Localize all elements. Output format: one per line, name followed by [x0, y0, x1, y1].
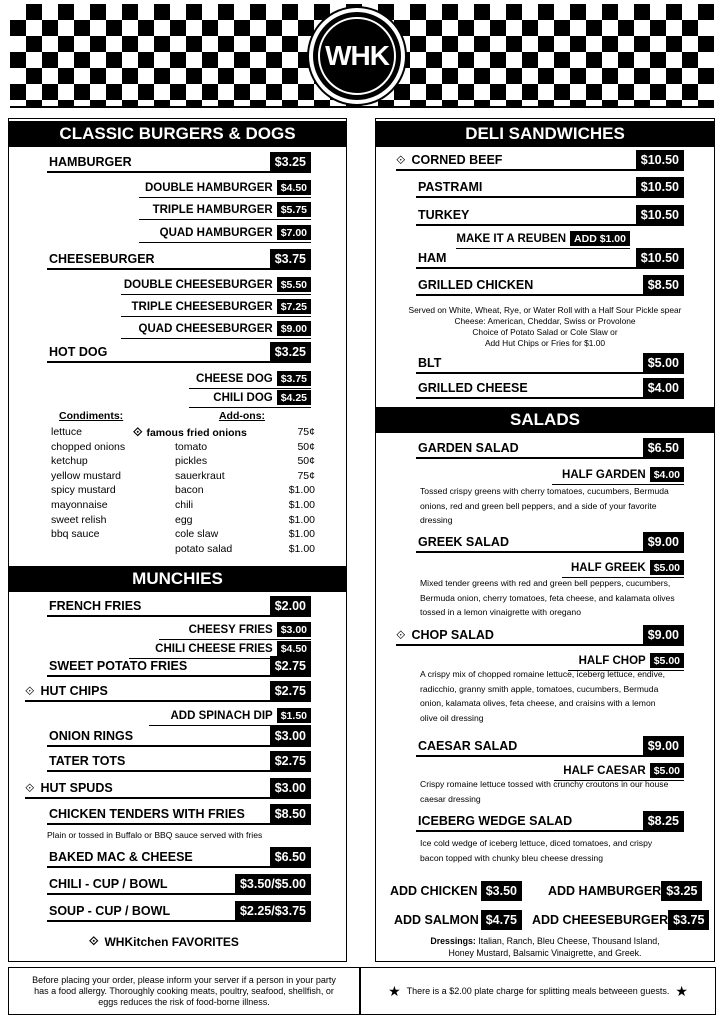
diamond-star-icon: ⟐ [396, 627, 406, 642]
price: $3.25 [270, 152, 311, 172]
menu-item-iceberg-wedge: ICEBERG WEDGE SALAD $8.25 [416, 812, 684, 832]
addons-heading: Add-ons: [218, 410, 266, 422]
addon-item: potato salad $1.00 [175, 542, 315, 555]
addon-item: bacon $1.00 [175, 484, 315, 497]
condiment-item: chopped onions [51, 440, 126, 453]
price: $9.00 [643, 532, 684, 552]
greek-description: Mixed tender greens with red and green bell peppers, cucumbers, Bermuda onion, cherry tomatoes, feta cheese, and kalamata olives tossed in a lemon vinaigrette with oregano [420, 578, 675, 617]
menu-item-corned-beef: ⟐ CORNED BEEF $10.50 [396, 151, 684, 171]
price: $6.50 [643, 438, 684, 458]
price: $4.50 [277, 180, 311, 195]
price: $3.00 [270, 726, 311, 746]
price: $4.00 [643, 378, 684, 398]
menu-item-blt: BLT $5.00 [416, 354, 684, 374]
price: $2.75 [270, 681, 311, 701]
price: $5.00 [650, 763, 684, 778]
diamond-star-icon: ⟐ [396, 152, 406, 167]
price: $9.00 [643, 625, 684, 645]
condiment-item: yellow mustard [51, 469, 122, 482]
deli-notes: Served on White, Wheat, Rye, or Water Roll with a Half Sour Pickle spear Cheese: American, Cheddar, Swiss or Provolone Choice of Potato Salad or Cole Slaw or Add Hut Chips or Fries for $1.00 [408, 305, 682, 348]
menu-item-tater-tots: TATER TOTS $2.75 [47, 752, 311, 772]
menu-item-double-cheeseburger: DOUBLE CHEESEBURGER $5.50 [121, 275, 311, 295]
price: $2.25/$3.75 [235, 901, 311, 921]
price: $5.50 [277, 277, 311, 292]
price: $8.50 [270, 804, 311, 824]
menu-item-garden-salad: GARDEN SALAD $6.50 [416, 439, 684, 459]
diamond-star-icon: ⟐ [133, 425, 143, 439]
condiment-item: lettuce [51, 426, 82, 438]
price: $9.00 [277, 321, 311, 336]
price: $6.50 [270, 847, 311, 867]
menu-item-cheesy-fries: CHEESY FRIES $3.00 [159, 620, 311, 640]
price: $10.50 [636, 150, 684, 170]
menu-item-ham: HAM $10.50 [416, 249, 684, 269]
condiment-item: mayonnaise [51, 498, 108, 511]
price: $5.75 [277, 202, 311, 217]
price: $3.25 [270, 342, 311, 362]
menu-item-chop-salad: ⟐ CHOP SALAD $9.00 [396, 626, 684, 646]
price: $2.75 [270, 656, 311, 676]
diamond-star-icon: ⟐ [25, 683, 35, 698]
condiment-item: bbq sauce [51, 528, 100, 541]
condiment-item: spicy mustard [51, 484, 116, 497]
menu-item-hut-chips: ⟐ HUT CHIPS $2.75 [25, 682, 311, 702]
price: $4.25 [277, 390, 311, 405]
condiment-item: sweet relish [51, 513, 107, 526]
price: $3.75 [277, 371, 311, 386]
add-chicken: ADD CHICKEN $3.50 [388, 881, 522, 901]
tenders-note: Plain or tossed in Buffalo or BBQ sauce served with fries [47, 830, 263, 840]
addon-item: chili $1.00 [175, 498, 315, 511]
condiments-heading: Condiments: [59, 410, 124, 422]
menu-item-soup: SOUP - CUP / BOWL $2.25/$3.75 [47, 902, 311, 922]
salads-title: SALADS [376, 407, 714, 433]
chop-description: A crispy mix of chopped romaine lettuce, iceberg lettuce, endive, radicchio, granny smith apple, tomatoes, cucumbers, Bermuda onion, kalamata olives, feta cheese, and craisins with a lemon olive oil dressing [420, 669, 666, 723]
menu-item-hamburger: HAMBURGER $3.25 [47, 153, 311, 173]
iceberg-description: Ice cold wedge of iceberg lettuce, diced tomatoes, and crispy bacon topped with chunky bleu cheese dressing [420, 838, 653, 863]
menu-item-caesar-salad: CAESAR SALAD $9.00 [416, 737, 684, 757]
price: $3.50/$5.00 [235, 874, 311, 894]
price: $4.75 [481, 910, 522, 930]
addons-list [133, 410, 315, 556]
addon-item: cole slaw $1.00 [175, 528, 315, 541]
price: $3.00 [270, 778, 311, 798]
menu-item-chicken-tenders: CHICKEN TENDERS WITH FRIES $8.50 [47, 805, 311, 825]
price: $3.75 [668, 910, 709, 930]
price: $5.00 [643, 353, 684, 373]
menu-item-half-greek: HALF GREEK $5.00 [562, 558, 684, 578]
price: $10.50 [636, 177, 684, 197]
price: $8.50 [643, 275, 684, 295]
price: $3.75 [270, 249, 311, 269]
addon-item: ⟐ famous fried onions 75¢ [133, 425, 315, 439]
whk-logo [309, 8, 405, 104]
addon-item: tomato 50¢ [175, 440, 315, 453]
menu-item-grilled-chicken: GRILLED CHICKEN $8.50 [416, 276, 684, 296]
menu-item-pastrami: PASTRAMI $10.50 [416, 178, 684, 198]
menu-item-chili-dog: CHILI DOG $4.25 [189, 388, 311, 408]
star-icon: ★ [675, 982, 688, 999]
menu-item-quad-hamburger: QUAD HAMBURGER $7.00 [139, 223, 311, 243]
menu-item-half-garden: HALF GARDEN $4.00 [552, 465, 684, 485]
burgers-title: CLASSIC BURGERS & DOGS [9, 121, 346, 147]
price: $2.00 [270, 596, 311, 616]
price: $3.50 [481, 881, 522, 901]
menu-item-reuben: MAKE IT A REUBEN ADD $1.00 [456, 229, 630, 249]
caesar-description: Crispy romaine lettuce tossed with crunchy croutons in our house caesar dressing [420, 779, 669, 804]
menu-item-cheese-dog: CHEESE DOG $3.75 [189, 369, 311, 389]
diamond-star-icon: ⟐ [25, 780, 35, 795]
star-icon: ★ [388, 982, 401, 999]
dressings: Dressings: Italian, Ranch, Bleu Cheese, Thousand Island, Honey Mustard, Balsamic Vinaigrette, and Greek. [430, 936, 660, 958]
menu-item-half-caesar: HALF CAESAR $5.00 [554, 761, 684, 781]
menu-item-spinach-dip: ADD SPINACH DIP $1.50 [149, 706, 311, 726]
menu-item-triple-cheeseburger: TRIPLE CHEESEBURGER $7.25 [121, 297, 311, 317]
price: $4.00 [650, 467, 684, 482]
menu-item-hot-dog: HOT DOG $3.25 [47, 343, 311, 363]
menu-item-french-fries: FRENCH FRIES $2.00 [47, 597, 311, 617]
condiment-item: ketchup [51, 455, 88, 468]
menu-item-chili-cheese-fries: CHILI CHEESE FRIES $4.50 [129, 639, 311, 659]
price: $3.25 [661, 881, 702, 901]
price: $4.50 [277, 641, 311, 656]
add-cheeseburger: ADD CHEESEBURGER $3.75 [530, 910, 702, 930]
price: $7.00 [277, 225, 311, 240]
menu-item-hut-spuds: ⟐ HUT SPUDS $3.00 [25, 779, 311, 799]
menu-item-double-hamburger: DOUBLE HAMBURGER $4.50 [139, 178, 311, 198]
favorites-legend: ⟐ WHKitchen FAVORITES [89, 934, 239, 949]
price: $10.50 [636, 205, 684, 225]
menu-item-chili: CHILI - CUP / BOWL $3.50/$5.00 [47, 875, 311, 895]
price: $1.50 [277, 708, 311, 723]
add-hamburger: ADD HAMBURGER $3.25 [546, 881, 702, 901]
menu-item-sweet-potato-fries: SWEET POTATO FRIES $2.75 [47, 657, 311, 677]
menu-item-greek-salad: GREEK SALAD $9.00 [416, 533, 684, 553]
price: $8.25 [643, 811, 684, 831]
garden-description: Tossed crispy greens with cherry tomatoes, cucumbers, Bermuda onions, red and green bell peppers, and a side of your favorite dressing [420, 486, 669, 525]
left-column [8, 118, 347, 962]
price: ADD $1.00 [570, 231, 630, 246]
menu-item-mac-cheese: BAKED MAC & CHEESE $6.50 [47, 848, 311, 868]
menu-item-triple-hamburger: TRIPLE HAMBURGER $5.75 [139, 200, 311, 220]
diamond-star-icon: ⟐ [89, 934, 99, 948]
addon-item: sauerkraut 75¢ [175, 469, 315, 482]
menu-item-cheeseburger: CHEESEBURGER $3.75 [47, 250, 311, 270]
addon-item: egg $1.00 [175, 513, 315, 526]
addon-item: pickles 50¢ [175, 455, 315, 468]
munchies-title: MUNCHIES [9, 566, 346, 592]
menu-item-quad-cheeseburger: QUAD CHEESEBURGER $9.00 [121, 319, 311, 339]
price: $2.75 [270, 751, 311, 771]
menu-item-turkey: TURKEY $10.50 [416, 206, 684, 226]
allergy-notice: Before placing your order, please inform your server if a person in your party has a food allergy. Thoroughly cooking meats, poultry, seafood, shellfish, or eggs reduces the risk of food-borne illness. [8, 967, 360, 1015]
logo-text: WHK [318, 17, 396, 95]
price: $7.25 [277, 299, 311, 314]
right-column [375, 118, 715, 962]
menu-item-half-chop: HALF CHOP $5.00 [568, 651, 684, 671]
price: $5.00 [650, 653, 684, 668]
deli-title: DELI SANDWICHES [376, 121, 714, 147]
price: $10.50 [636, 248, 684, 268]
price: $3.00 [277, 622, 311, 637]
menu-item-grilled-cheese: GRILLED CHEESE $4.00 [416, 379, 684, 399]
menu-item-onion-rings: ONION RINGS $3.00 [47, 727, 311, 747]
plate-charge-notice: ★ There is a $2.00 plate charge for splitting meals betweeen guests. ★ [360, 967, 716, 1015]
price: $5.00 [650, 560, 684, 575]
add-salmon: ADD SALMON $4.75 [392, 910, 522, 930]
price: $9.00 [643, 736, 684, 756]
